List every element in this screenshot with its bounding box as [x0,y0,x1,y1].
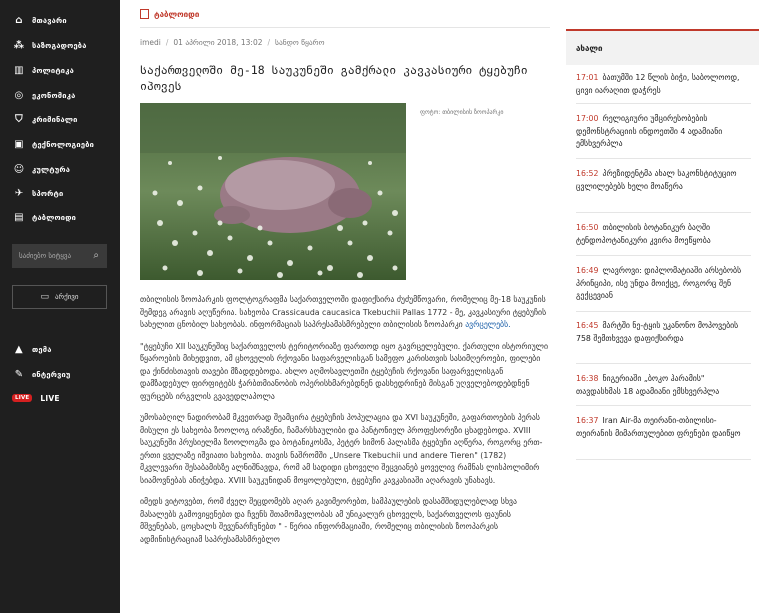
search-placeholder: საძიებო სიტყვა [19,252,72,260]
news-text: ბათუმში 12 წლის ბიჭი, საბოლოოდ, ცივი იარაღით დაჭრეს [576,73,740,95]
divider [576,405,751,406]
paragraph: "ტყებუჩი XII საუკუნეშიც საქართველოს ტერიტორიაზე ფართოდ იყო გავრცელებული. ქართული ისტორიული წყაროების მიხედვით, ამ ცხოველის რქოვანი საფარველისგან სამეფო კარისთვის სასიმღეროები, ფილები და ქინძისთავის თავები მზადდებოდა. ახლო აღმოსავლეთში ტყებუჩის რქოვანი საფარველისგან დამზადებულ ფირფიტებს ჭარბთმიანობის ოპერისხმარებდნენ დასხედრინებ მისგან უღველებოდებდნენ ფურცებს ირგვლის გვავედლაპოლა [140,341,548,401]
news-time: 17:00 [576,114,599,123]
bank-icon: ▥ [14,64,24,76]
article-source: imedi [140,38,161,47]
news-time: 16:37 [576,416,599,425]
news-text: მარტში ნე-ტყის უკანონო მოპოვების 758 შემთხვევა დაფიქსირდა [576,321,739,343]
news-time: 17:01 [576,73,599,82]
news-text: თბილისის ბოტანიკურ ბაღში ტენდოპოტანიკური კვირა მოეწყობა [576,223,711,245]
pangolin-photo [140,103,406,280]
nav-item-economy[interactable] [12,86,75,104]
nav-item-politics[interactable] [12,61,74,79]
news-time: 16:38 [576,374,599,383]
news-item[interactable] [576,113,751,151]
news-heading: ახალი [566,29,759,65]
nav-label: ტაბლოიდი [32,212,77,222]
news-text: ნიგერიაში „ბოკო ჰარამის" თავდასხმას 18 ადამიანი ემსხვერპლა [576,374,720,396]
latest-news [566,29,759,65]
chip-icon: ▣ [14,138,24,150]
nav-label: მთავარი [32,15,67,25]
archive-button[interactable] [12,285,107,309]
nav-label: LIVE [40,393,60,403]
nav-label: პოლიტიკა [32,65,74,75]
nav-item-culture[interactable] [12,160,70,178]
source-link[interactable]: ავრცელებს. [465,320,511,329]
news-time: 16:45 [576,321,599,330]
nav-label: თემა [32,344,52,354]
news-text: პრეზიდენტმა ახალ საკონსტიტუციო ცვლილებებს ხელი მოაწერა [576,169,737,191]
category-icon [140,9,149,19]
nav-item-technology[interactable] [12,135,94,153]
nav-item-tabloid[interactable] [12,208,76,226]
news-item[interactable] [576,168,751,193]
nav-label: საზოგადოება [32,40,87,50]
nav-item-society[interactable] [12,36,87,54]
runner-icon: ✈ [14,187,24,199]
mountain-icon: ▲ [15,343,23,355]
divider [576,212,751,213]
nav-label: სპორტი [32,188,64,198]
theater-icon: ☺ [13,163,25,175]
news-item[interactable] [576,415,751,440]
nav-item-crime[interactable] [12,110,78,128]
divider [576,459,751,460]
divider [576,311,751,312]
paragraph: თბილისის ზოოპარკის ფოლტოგრაფმა საქართველოში დაფიქსირა ძუძუმწოვარი, რომელიც მე-18 საუკუნის შემდეგ არავის აღუწერია. სახეობა Crassicauda caucasica Tkebuchii Pallas 1772 - მე, კავკასიური ტყებუჩის სახელით ცნობილ სახეობას. ინფორმაციას საპრესამასმრებელი თბილისის ზოოპარკი ავრცელებს. [140,295,547,329]
nav-item-interview[interactable] [12,365,71,383]
home-icon: ⌂ [15,14,23,26]
news-item[interactable] [576,222,751,247]
search-input[interactable] [12,244,107,268]
search-icon[interactable]: ⌕ [93,250,99,261]
shield-icon: ⛉ [15,113,23,125]
photo-caption: ფოტო: თბილისის ზოოპარკი [420,109,504,116]
nav-label: კულტურა [32,164,71,174]
news-item[interactable] [576,320,751,345]
news-time: 16:49 [576,266,599,275]
coins-icon: ◎ [14,89,24,101]
nav-item-live[interactable] [12,389,60,407]
divider [576,255,751,256]
divider [576,158,751,159]
live-badge: LIVE [12,394,32,402]
nav-label: ინტერვიუ [32,369,71,379]
news-item[interactable] [576,72,751,97]
news-item[interactable] [576,373,751,398]
folder-icon: ▭ [40,292,49,302]
phone-icon: ▤ [14,211,24,223]
paragraph: უმოსაბღილ ნადირობამ მკვეთრად შეამცირა ტყებუჩის პოპულაცია და XVI საუკუნეში, გაფართოების პერას მისული ეს სახეობა ზოოლოგ ირაზენი, ჩამარსხაულიბი და პანტონიელ პროფესორეზი ცხადებოდა. XVIII საუკუნეში პრუსიელმა ზოოლოგმა და ბოტანიკოსმა, პეტერ სიმონ პალასმა ტყებუჩი აღწერა, როგორც ერთ-ერთი ყველაზე იშვიათი სახეობა. თავის ნაშრომში „Unsere Tkebuchii und andere Tieren" (1782) მკვლევარი შესაბამისზე ალნიშნავდა, რომ ამ სადიდი ცხოველი შეცვიანებ ყოველივ რამნას ლისპოლიმირ სიამოვნებას ანიჭებდა. XVIII საუკუნიდან მოყოლებული, ტყებუჩი კავკასიაში აღარავის უნახავს. [140,413,543,485]
nav-item-sport[interactable] [12,184,63,202]
divider [576,363,751,364]
nav-label: ტექნოლოგიები [32,139,95,149]
network-icon: ⁂ [13,39,25,51]
article-date: 01 აპრილი 2018, 13:02 [173,38,263,47]
article-title: საქართველოში მე-18 საუკუნეში გამქრალი კავკასიური ტყებუჩი იპოვეს [140,63,528,93]
news-time: 16:52 [576,169,599,178]
news-item[interactable] [576,265,751,303]
archive-label: არქივი [54,293,79,301]
category-link[interactable] [140,9,199,19]
news-time: 16:50 [576,223,599,232]
article-meta: imedi / 01 აპრილი 2018, 13:02 / სანდო წყარო [140,38,325,47]
nav-item-home[interactable] [12,11,67,29]
article-section: სანდო წყარო [275,38,325,47]
category-label: ტაბლოიდი [154,9,200,19]
news-text: Iran Air-მა თეირანი-თბილისი-თეირანის მიმართულებით ფრენები დაიწყო [576,416,741,438]
article-body [140,294,550,555]
nav-label: ეკონომიკა [32,90,76,100]
news-text: რელიგიური უმცირესობების დემონსტრაციის ინდოეთში 4 ადამიანი ემსხვერპლა [576,114,723,148]
divider [576,103,751,104]
microphone-icon: ✎ [14,368,24,380]
divider [140,27,550,28]
nav-label: კრიმინალი [32,114,78,124]
nav-item-topic[interactable] [12,340,52,358]
paragraph: იმედს ვიტოვებთ, რომ ძველ შეცდომებს აღარ გავიმეორებთ, სამპაულების დასამშიდულებლად სხვა მასალებს გამოვიყენებთ და ჩვენს შთამომავლობას ამ უნიკალურ ცხოველს, საქართველოს ფაუნის მშვენებას, ცოცხალს შევუნარჩუნებთ " - წერია ინფორმაციაში, რომელიც თბილისის ზოოპარკის ადმინისტრაციამ საპრესამასმრებლო [140,497,517,544]
news-text: ლავროვი: დიპლომატიაში არსებობს პრინციპი, ისე უნდა მოიქცე, როგორც შენ გექცევიან [576,266,742,300]
sidebar [0,0,120,613]
article-photo [140,103,406,280]
